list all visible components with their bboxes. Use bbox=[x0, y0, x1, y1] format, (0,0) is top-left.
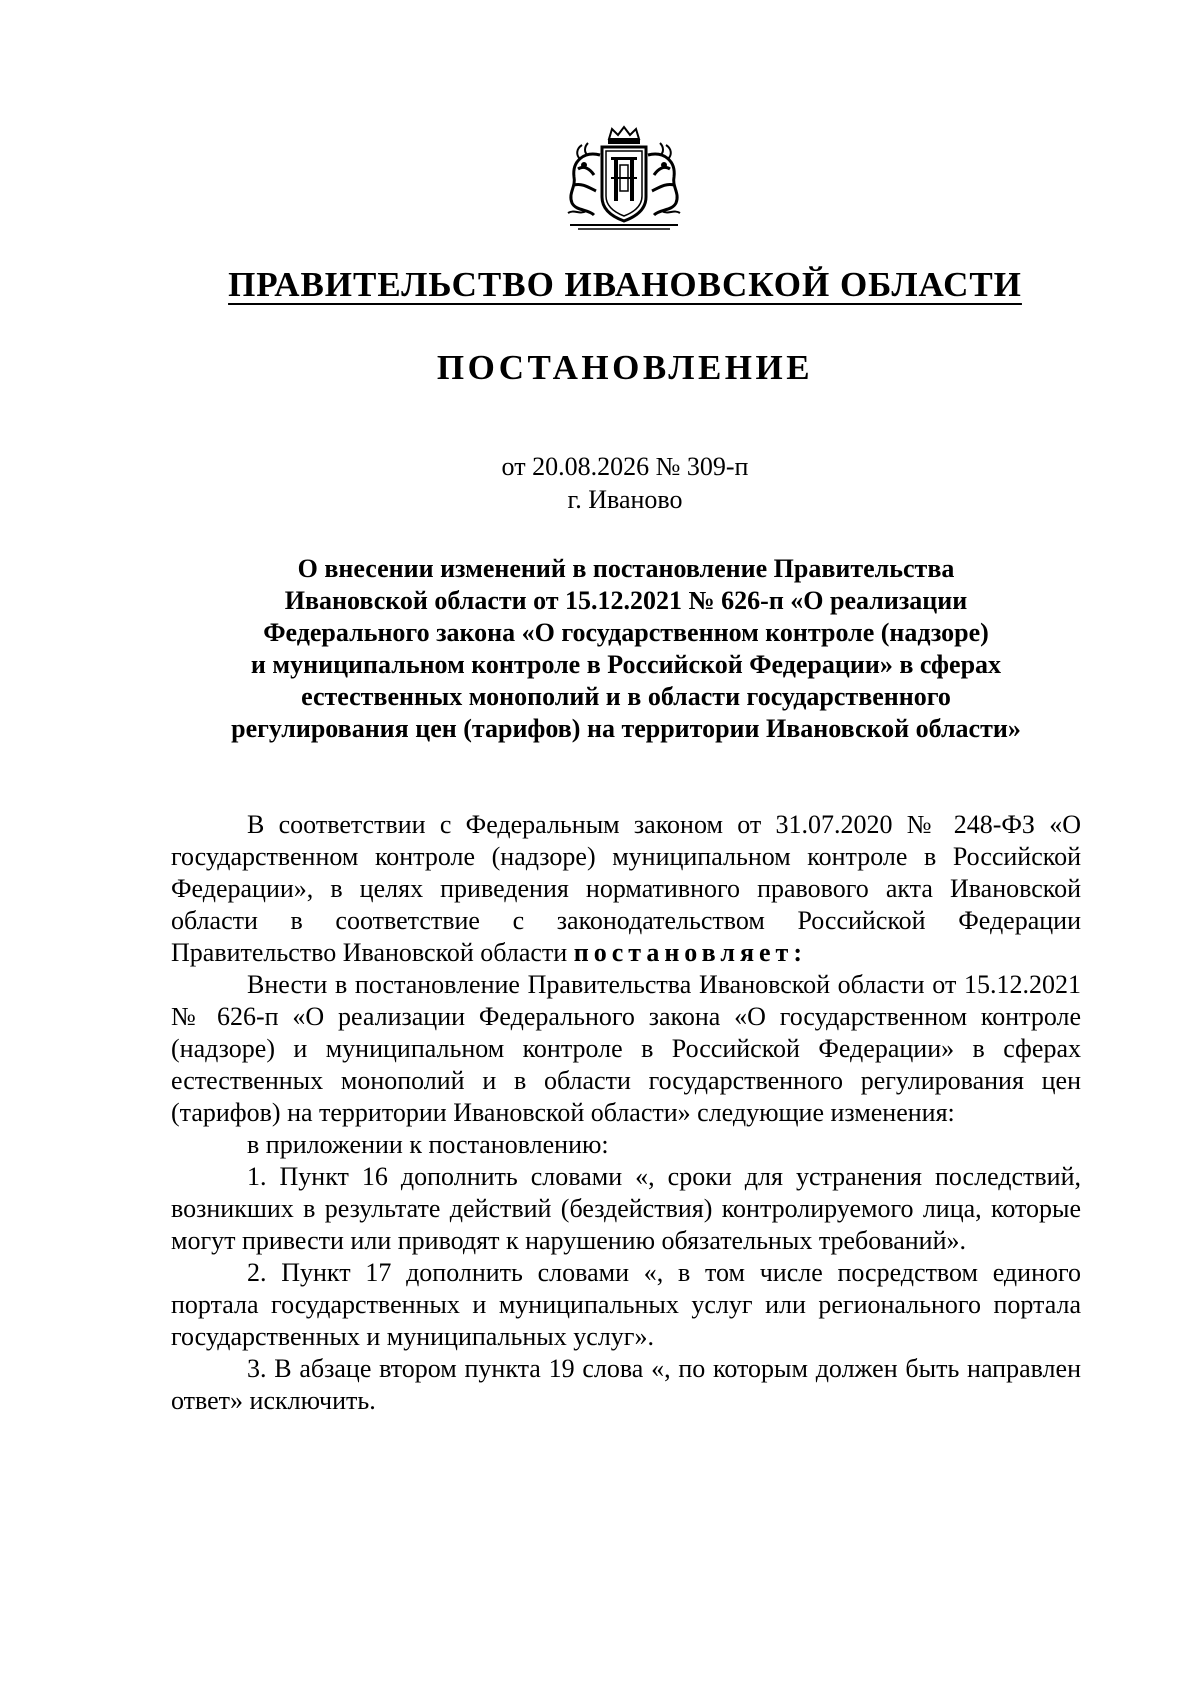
document-date-block bbox=[0, 450, 1200, 516]
decree-word: постановляет: bbox=[573, 938, 807, 967]
coat-of-arms-icon bbox=[554, 125, 694, 233]
document-city: г. Иваново bbox=[567, 485, 683, 514]
body-paragraph: в приложении к постановлению: bbox=[247, 1130, 609, 1159]
heading-line: О внесении изменений в постановление Правительства bbox=[297, 554, 955, 583]
body-paragraph: 3. В абзаце втором пункта 19 слова «, по которым должен быть направлен ответ» исключить. bbox=[171, 1354, 1081, 1415]
organization-title-text: ПРАВИТЕЛЬСТВО ИВАНОВСКОЙ ОБЛАСТИ bbox=[228, 265, 1022, 304]
body-paragraph: Внести в постановление Правительства Ивановской области от 15.12.2021 № 626-п «О реализации Федерального закона «О государственном контроле (надзоре) и муниципальном контроле в Российской Федерации» в сферах естественных монополий и в области государственного регулирования цен (тарифов) на территории Ивановской области» следующие изменения: bbox=[171, 970, 1081, 1127]
heading-line: Федерального закона «О государственном контроле (надзоре) bbox=[263, 618, 989, 647]
preamble-paragraph bbox=[171, 809, 1081, 969]
document-type: ПОСТАНОВЛЕНИЕ bbox=[436, 348, 814, 387]
heading-line: Ивановской области от 15.12.2021 № 626-п «О реализации bbox=[284, 586, 968, 615]
heading-line: естественных монополий и в области государственного bbox=[301, 682, 951, 711]
document-heading bbox=[176, 553, 1076, 745]
preamble-text: В соответствии с Федеральным законом от 31.07.2020 № 248-ФЗ «О государственном контроле (надзоре) муниципальном контроле в Российской Федерации», в целях приведения нормативного правового акта Ивановской области в соответствие с законодательством Российской Федерации Правительство Ивановской области bbox=[171, 810, 1081, 967]
document-date-number: от 20.08.2026 № 309-п bbox=[501, 452, 749, 481]
document-body bbox=[171, 809, 1081, 1417]
heading-line: и муниципальном контроле в Российской Федерации» в сферах bbox=[250, 650, 1002, 679]
body-paragraph: 1. Пункт 16 дополнить словами «, сроки для устранения последствий, возникших в результате действий (бездействия) контролируемого лица, которые могут привести или приводят к нарушению обязательных требований». bbox=[171, 1162, 1081, 1255]
organization-title bbox=[0, 265, 1200, 305]
body-paragraph: 2. Пункт 17 дополнить словами «, в том числе посредством единого портала государственных и муниципальных услуг или регионального портала государственных и муниципальных услуг». bbox=[171, 1258, 1081, 1351]
heading-line: регулирования цен (тарифов) на территории Ивановской области» bbox=[231, 714, 1021, 743]
